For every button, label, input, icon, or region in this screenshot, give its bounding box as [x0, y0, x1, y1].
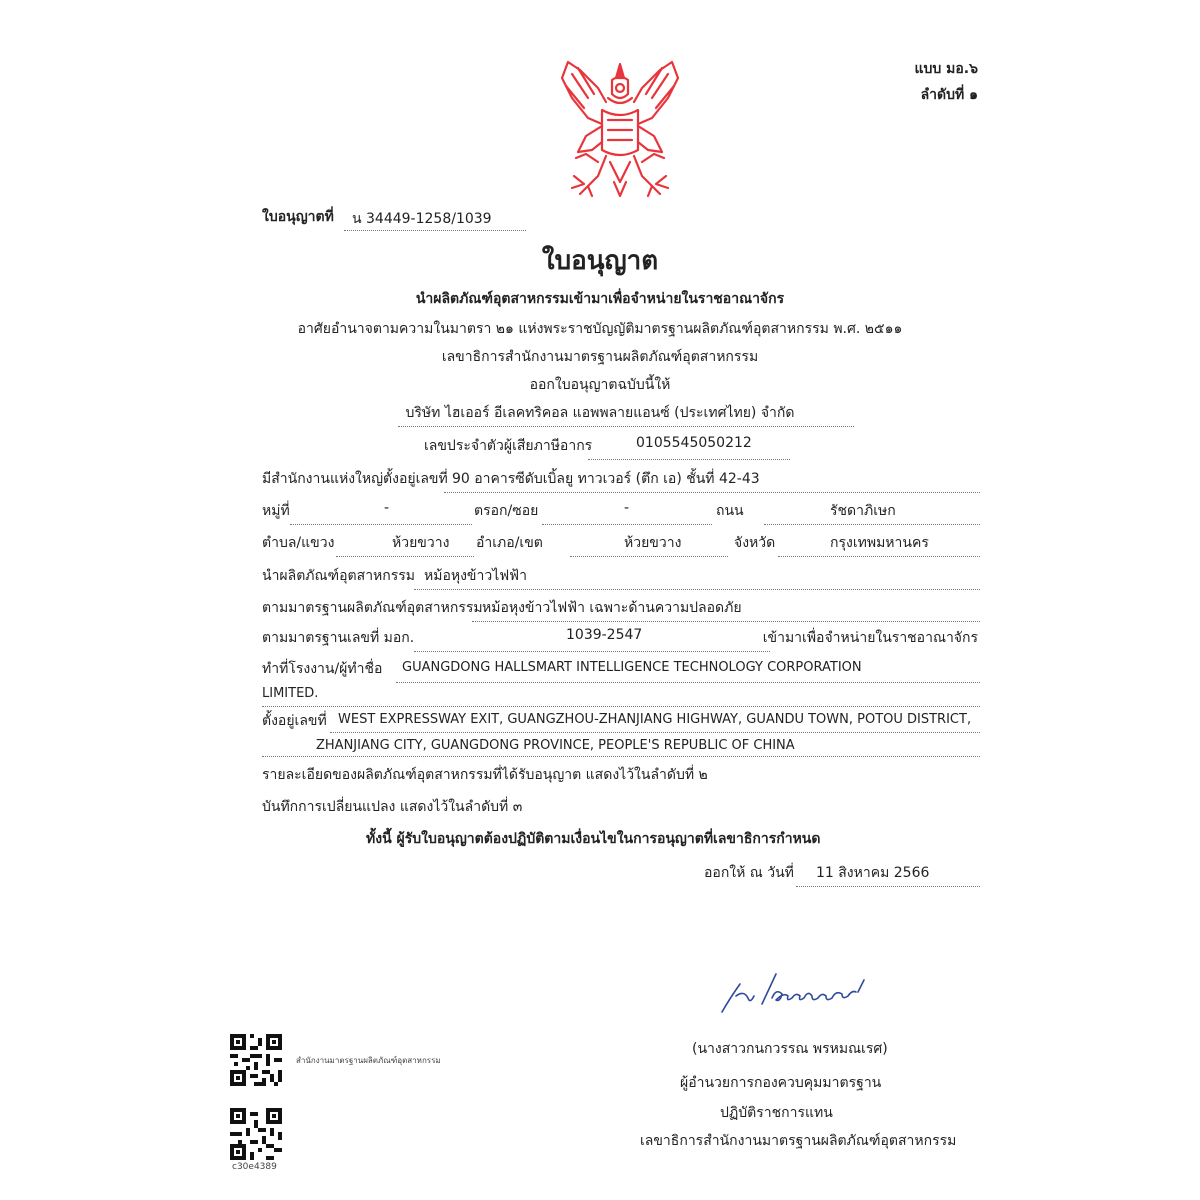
province-value: กรุงเทพมหานคร: [830, 535, 929, 551]
qr-code-icon[interactable]: [230, 1108, 282, 1160]
product-label: นำผลิตภัณฑ์อุตสาหกรรม: [262, 568, 416, 584]
factory-name-line2: LIMITED.: [262, 686, 319, 701]
standard-label: ตามมาตรฐานผลิตภัณฑ์อุตสาหกรรม: [262, 600, 483, 616]
garuda-emblem-icon: [558, 58, 682, 200]
license-number-label: ใบอนุญาตที่: [262, 209, 334, 225]
hq-value: 90 อาคารซีดับเบิ้ลยู ทาวเวอร์ (ตึก เอ) ชั้นที่ 42-43: [452, 471, 760, 487]
company-name: บริษัท ไฮเออร์ อีเลคทริคอล แอพพลายแอนซ์ (ประเทศไทย) จำกัด: [405, 405, 795, 421]
details-note: รายละเอียดของผลิตภัณฑ์อุตสาหกรรมที่ได้รับอนุญาต แสดงไว้ในลำดับที่ ๒: [262, 767, 708, 783]
factory-address-line1: WEST EXPRESSWAY EXIT, GUANGZHOU-ZHANJIANG HIGHWAY, GUANDU TOWN, POTOU DISTRICT,: [338, 712, 972, 727]
signatory-position1: ผู้อำนวยการกองควบคุมมาตรฐาน: [680, 1075, 882, 1091]
authority-line: อาศัยอำนาจตามความในมาตรา ๒๑ แห่งพระราชบัญญัติมาตรฐานผลิตภัณฑ์อุตสาหกรรม พ.ศ. ๒๕๑๑: [297, 321, 903, 337]
issue-date-label: ออกให้ ณ วันที่: [704, 865, 794, 881]
tax-id-label: เลขประจำตัวผู้เสียภาษีอากร: [424, 438, 593, 454]
road-value: รัชดาภิเษก: [830, 503, 896, 519]
factory-label: ทำที่โรงงาน/ผู้ทำชื่อ: [262, 661, 383, 677]
soi-value: -: [624, 500, 630, 516]
factory-address-label: ตั้งอยู่เลขที่: [262, 713, 327, 729]
hq-label: มีสำนักงานแห่งใหญ่ตั้งอยู่เลขที่: [262, 471, 448, 487]
factory-name-line1: GUANGDONG HALLSMART INTELLIGENCE TECHNOLOGY CORPORATION: [402, 660, 862, 675]
tis-value: 1039-2547: [566, 627, 643, 643]
form-sequence: ลำดับที่ ๑: [920, 87, 978, 103]
road-label: ถนน: [716, 503, 744, 519]
issue-to-line: ออกใบอนุญาตฉบับนี้ให้: [529, 377, 671, 393]
signatory-position2: ปฏิบัติราชการแทน: [720, 1105, 833, 1121]
district-label: อำเภอ/เขต: [476, 535, 543, 551]
province-label: จังหวัด: [734, 535, 776, 551]
product-value: หม้อหุงข้าวไฟฟ้า: [424, 568, 527, 584]
issuer-line: เลขาธิการสำนักงานมาตรฐานผลิตภัณฑ์อุตสาหกรรม: [441, 349, 759, 365]
changes-note: บันทึกการเปลี่ยนแปลง แสดงไว้ในลำดับที่ ๓: [262, 799, 523, 815]
subdistrict-label: ตำบล/แขวง: [262, 535, 335, 551]
form-code: แบบ มอ.๖: [914, 61, 978, 77]
moo-label: หมู่ที่: [262, 503, 290, 519]
signatory-position3: เลขาธิการสำนักงานมาตรฐานผลิตภัณฑ์อุตสาหกรรม: [640, 1133, 957, 1149]
district-value: ห้วยขวาง: [624, 535, 682, 551]
tax-id-value: 0105545050212: [636, 435, 752, 451]
subdistrict-value: ห้วยขวาง: [392, 535, 450, 551]
license-subtitle: นำผลิตภัณฑ์อุตสาหกรรมเข้ามาเพื่อจำหน่ายในราชอาณาจักร: [415, 291, 785, 307]
conditions-note: ทั้งนี้ ผู้รับใบอนุญาตต้องปฏิบัติตามเงื่อนไขในการอนุญาตที่เลขาธิการกำหนด: [366, 831, 821, 847]
soi-label: ตรอก/ซอย: [474, 503, 539, 519]
tis-suffix: เข้ามาเพื่อจำหน่ายในราชอาณาจักร: [762, 630, 978, 646]
moo-value: -: [384, 500, 390, 516]
page-title: ใบอนุญาต: [541, 246, 659, 276]
qr-code-icon[interactable]: [230, 1034, 282, 1086]
tis-label: ตามมาตรฐานเลขที่ มอก.: [262, 630, 415, 646]
license-number-value: น 34449-1258/1039: [352, 211, 492, 227]
signatory-name: (นางสาวกนกวรรณ พรหมณเรศ): [692, 1041, 888, 1057]
factory-address-line2: ZHANJIANG CITY, GUANGDONG PROVINCE, PEOPLE'S REPUBLIC OF CHINA: [316, 738, 795, 753]
issue-date-value: 11 สิงหาคม 2566: [816, 865, 930, 881]
signature-image: [718, 968, 878, 1018]
document-code: c30e4389: [232, 1162, 277, 1172]
standard-value: หม้อหุงข้าวไฟฟ้า เฉพาะด้านความปลอดภัย: [482, 600, 742, 616]
qr-caption: สำนักงานมาตรฐานผลิตภัณฑ์อุตสาหกรรม: [296, 1056, 441, 1065]
